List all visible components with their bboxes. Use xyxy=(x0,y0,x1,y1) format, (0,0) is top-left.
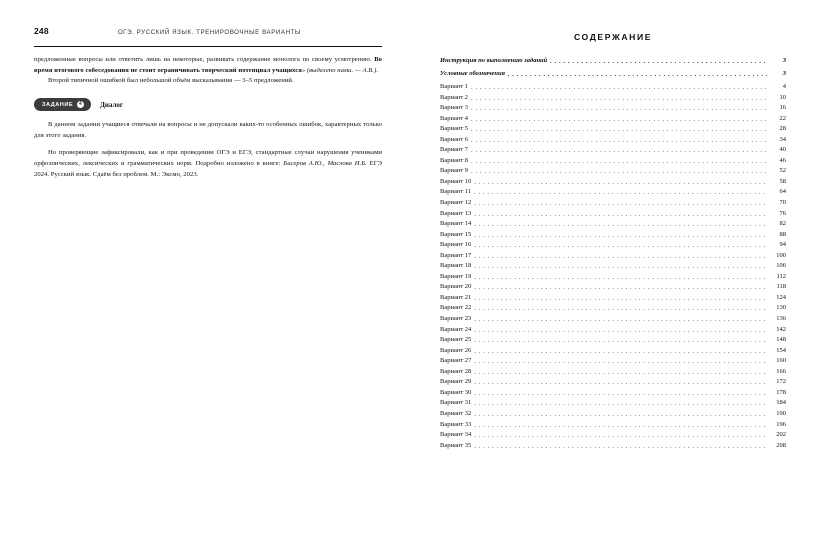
toc-entry-page: 34 xyxy=(779,135,786,143)
toc-entry-label: Вариант 21 xyxy=(440,293,472,301)
toc-leader-dots xyxy=(471,148,768,154)
toc-leader-dots xyxy=(471,95,768,101)
toc-entry[interactable] xyxy=(440,232,786,239)
toc-entry-page: 16 xyxy=(779,104,786,112)
toc-entry-page: 58 xyxy=(779,177,786,185)
toc-entry-label: Вариант 17 xyxy=(440,251,472,259)
page-number-left: 248 xyxy=(34,26,49,36)
paragraph-1-part-a: предложенные вопросы или ответить лишь на некоторые, развивать содержание монолога по своему усмотрению. xyxy=(34,56,375,63)
toc-entry-label: Вариант 11 xyxy=(440,188,472,196)
toc-entry-page: 88 xyxy=(779,230,786,238)
toc-entry-label: Вариант 26 xyxy=(440,346,472,354)
toc-leader-dots xyxy=(474,348,768,354)
toc-entry-label: Вариант 32 xyxy=(440,409,472,417)
toc-entry-label: Вариант 23 xyxy=(440,315,472,323)
toc-entry[interactable] xyxy=(440,316,786,323)
toc-entry-label: Вариант 33 xyxy=(440,420,472,428)
toc-entry-page: 52 xyxy=(779,167,786,175)
task-badge-number: 4 xyxy=(78,101,83,108)
toc-leader-dots xyxy=(474,369,768,375)
toc-entry-label: Вариант 2 xyxy=(440,93,469,101)
paragraph-4-part-a: Но проверяющие зафиксировали, как и при проведении ОГЭ и ЕГЭ, стандартные случаи нарушения учениками орфоэпических, лексических и грамматических норм. Подробно изложено в книге: xyxy=(34,149,382,168)
toc-entry-label: Вариант 31 xyxy=(440,399,472,407)
toc-entry-page: 178 xyxy=(776,388,786,396)
toc-leader-dots xyxy=(474,232,768,238)
toc-entry-label: Вариант 8 xyxy=(440,156,469,164)
running-head-title: ОГЭ. РУССКИЙ ЯЗЫК. ТРЕНИРОВОЧНЫЕ ВАРИАНТЫ xyxy=(117,29,301,36)
toc-entry[interactable] xyxy=(440,379,786,386)
toc-leader-dots xyxy=(474,222,768,228)
toc-entry-label: Вариант 7 xyxy=(440,146,469,154)
toc-leader-dots xyxy=(474,359,768,365)
toc-entry-page: 130 xyxy=(776,304,786,312)
toc-entry-page: 184 xyxy=(776,399,786,407)
toc-entry[interactable] xyxy=(440,422,786,429)
toc-leader-dots xyxy=(474,327,768,333)
toc-leader-dots xyxy=(474,295,768,301)
toc-leader-dots xyxy=(550,59,768,65)
toc-entry-page: 82 xyxy=(779,220,786,228)
toc-entry[interactable] xyxy=(440,305,786,312)
toc-entry-page: 4 xyxy=(782,83,786,90)
toc-entry-page: 64 xyxy=(779,188,786,196)
toc-leader-dots xyxy=(474,211,768,217)
toc-entry[interactable] xyxy=(440,400,786,407)
toc-entry[interactable] xyxy=(440,147,786,154)
toc-entry[interactable] xyxy=(440,443,786,450)
toc-entry[interactable] xyxy=(440,253,786,260)
toc-entry-page: 202 xyxy=(776,431,786,439)
toc-leader-dots xyxy=(508,72,768,78)
toc-entry-label: Вариант 3 xyxy=(440,104,469,112)
toc-entry-label: Вариант 9 xyxy=(440,167,469,175)
paragraph-3: В данном задании учащиеся отвечали на вопросы и не допускали каких-то особенных ошибок, характерных только для этого задания. xyxy=(34,121,382,139)
toc-entry[interactable] xyxy=(440,263,786,270)
toc-entry[interactable] xyxy=(440,369,786,376)
toc-leader-dots xyxy=(471,127,768,133)
toc-leader-dots xyxy=(474,433,768,439)
toc-entry-page: 28 xyxy=(779,125,786,133)
task-badge xyxy=(34,98,91,111)
toc-leader-dots xyxy=(474,380,768,386)
toc-entry[interactable] xyxy=(440,432,786,439)
paragraph-1-part-b: » (выделено нами. — А.В.). xyxy=(301,66,379,74)
toc-entry-page: 160 xyxy=(776,357,786,365)
toc-entry-page: 22 xyxy=(779,114,786,122)
toc-entry[interactable] xyxy=(440,95,786,102)
toc-entry-label: Вариант 15 xyxy=(440,230,472,238)
right-page xyxy=(410,0,820,553)
toc-entry[interactable] xyxy=(440,189,786,196)
toc-entry[interactable] xyxy=(440,168,786,175)
toc-entry-label: Вариант 27 xyxy=(440,357,472,365)
toc-entry-label: Вариант 1 xyxy=(440,83,469,90)
toc-entry-label: Вариант 12 xyxy=(440,199,472,207)
toc-entry-label: Вариант 18 xyxy=(440,262,472,270)
toc-leader-dots xyxy=(474,411,768,417)
toc-entry-page: 148 xyxy=(776,336,786,344)
toc-entry-label: Вариант 34 xyxy=(440,431,472,439)
running-head xyxy=(34,26,382,36)
toc-entry[interactable] xyxy=(440,337,786,344)
toc-entry-page: 100 xyxy=(776,251,786,259)
toc-leader-dots xyxy=(474,422,768,428)
toc-entry-page: 136 xyxy=(776,315,786,323)
paragraph-1-bold: Во время итогового собеседования не стоит ограничивать творческий потенциал учащихся xyxy=(34,56,382,74)
toc-entry[interactable] xyxy=(440,84,786,91)
toc-entry[interactable] xyxy=(440,295,786,302)
toc-entry[interactable] xyxy=(440,200,786,207)
toc-leader-dots xyxy=(474,443,768,449)
toc-entry[interactable] xyxy=(440,221,786,228)
header-rule xyxy=(34,46,382,47)
toc-entry-page: 76 xyxy=(779,209,786,217)
toc-entry[interactable] xyxy=(440,411,786,418)
toc-entry-page: 70 xyxy=(779,199,786,207)
toc-entry[interactable] xyxy=(440,126,786,133)
paragraph-4-part-b: ЕГЭ 2024. Русский язык. Сдаём без проблем. М.: Эксмо, 2023. xyxy=(34,160,382,178)
toc-entry-label: Вариант 25 xyxy=(440,336,472,344)
toc-leader-dots xyxy=(474,401,768,407)
toc-leader-dots xyxy=(474,190,768,196)
left-page-body xyxy=(34,55,382,180)
toc-entry-page: 106 xyxy=(776,262,786,270)
toc-leader-dots xyxy=(471,116,768,122)
table-of-contents-list xyxy=(440,58,786,449)
toc-entry[interactable] xyxy=(440,327,786,334)
toc-entry[interactable] xyxy=(440,390,786,397)
paragraph-4-italic: Бисеров А.Ю., Маслова И.Б. xyxy=(283,160,367,168)
toc-entry-page: 208 xyxy=(776,441,786,449)
toc-entry-page: 172 xyxy=(776,378,786,386)
toc-leader-dots xyxy=(471,106,768,112)
toc-entry-page: 10 xyxy=(779,93,786,101)
toc-entry[interactable] xyxy=(440,58,786,65)
toc-entry[interactable] xyxy=(440,105,786,112)
task-title: Диалог xyxy=(100,100,124,109)
toc-leader-dots xyxy=(474,243,768,249)
toc-entry-page: 3 xyxy=(782,57,786,64)
toc-entry-page: 190 xyxy=(776,409,786,417)
toc-leader-dots xyxy=(471,137,768,143)
paragraph-1 xyxy=(34,55,382,76)
toc-entry[interactable] xyxy=(440,211,786,218)
toc-leader-dots xyxy=(474,338,768,344)
toc-entry[interactable] xyxy=(440,71,786,78)
toc-entry-label: Вариант 6 xyxy=(440,135,469,143)
toc-entry[interactable] xyxy=(440,137,786,144)
toc-entry-label: Вариант 5 xyxy=(440,125,469,133)
toc-entry-label: Вариант 14 xyxy=(440,220,472,228)
toc-entry-label: Вариант 4 xyxy=(440,114,469,122)
toc-entry-page: 3 xyxy=(782,70,786,77)
toc-entry-label: Вариант 20 xyxy=(440,283,472,291)
table-of-contents-title: СОДЕРЖАНИЕ xyxy=(573,32,653,42)
toc-leader-dots xyxy=(474,306,768,312)
toc-entry-label: Вариант 19 xyxy=(440,272,472,280)
toc-leader-dots xyxy=(471,85,768,91)
toc-leader-dots xyxy=(471,169,768,175)
toc-entry-label: Вариант 28 xyxy=(440,367,472,375)
toc-entry-page: 118 xyxy=(776,283,786,291)
toc-leader-dots xyxy=(474,317,768,323)
task-heading xyxy=(34,98,382,111)
toc-entry-label: Вариант 30 xyxy=(440,388,472,396)
toc-leader-dots xyxy=(474,390,768,396)
paragraph-2: Второй типичной ошибкой был небольшой объём высказывания — 3–5 предложений. xyxy=(48,77,294,85)
toc-leader-dots xyxy=(474,179,768,185)
toc-entry-page: 124 xyxy=(776,293,786,301)
toc-entry-label: Вариант 35 xyxy=(440,441,472,449)
toc-leader-dots xyxy=(474,201,768,207)
task-badge-label: ЗАДАНИЕ xyxy=(42,101,74,108)
toc-entry[interactable] xyxy=(440,158,786,165)
toc-entry-label: Вариант 16 xyxy=(440,241,472,249)
toc-entry[interactable] xyxy=(440,116,786,123)
toc-entry[interactable] xyxy=(440,179,786,186)
toc-entry-page: 154 xyxy=(776,346,786,354)
toc-entry-page: 46 xyxy=(779,156,786,164)
toc-entry-label: Вариант 24 xyxy=(440,325,472,333)
toc-entry-page: 166 xyxy=(776,367,786,375)
toc-entry[interactable] xyxy=(440,358,786,365)
toc-leader-dots xyxy=(471,158,768,164)
toc-entry-page: 40 xyxy=(779,146,786,154)
paragraph-4 xyxy=(34,148,382,180)
toc-entry-label: Вариант 29 xyxy=(440,378,472,386)
toc-leader-dots xyxy=(474,264,768,270)
toc-entry[interactable] xyxy=(440,274,786,281)
toc-entry-label: Вариант 10 xyxy=(440,177,472,185)
toc-leader-dots xyxy=(474,253,768,259)
toc-entry[interactable] xyxy=(440,284,786,291)
toc-entry[interactable] xyxy=(440,348,786,355)
toc-entry-page: 196 xyxy=(776,420,786,428)
toc-entry-page: 94 xyxy=(779,241,786,249)
toc-entry-page: 142 xyxy=(776,325,786,333)
toc-leader-dots xyxy=(474,285,768,291)
toc-entry-label: Инструкция по выполнению заданий xyxy=(440,57,548,64)
toc-entry[interactable] xyxy=(440,242,786,249)
toc-entry-label: Условные обозначения xyxy=(440,70,505,77)
toc-leader-dots xyxy=(474,274,768,280)
toc-entry-label: Вариант 22 xyxy=(440,304,472,312)
toc-entry-page: 112 xyxy=(776,272,786,280)
toc-entry-label: Вариант 13 xyxy=(440,209,472,217)
